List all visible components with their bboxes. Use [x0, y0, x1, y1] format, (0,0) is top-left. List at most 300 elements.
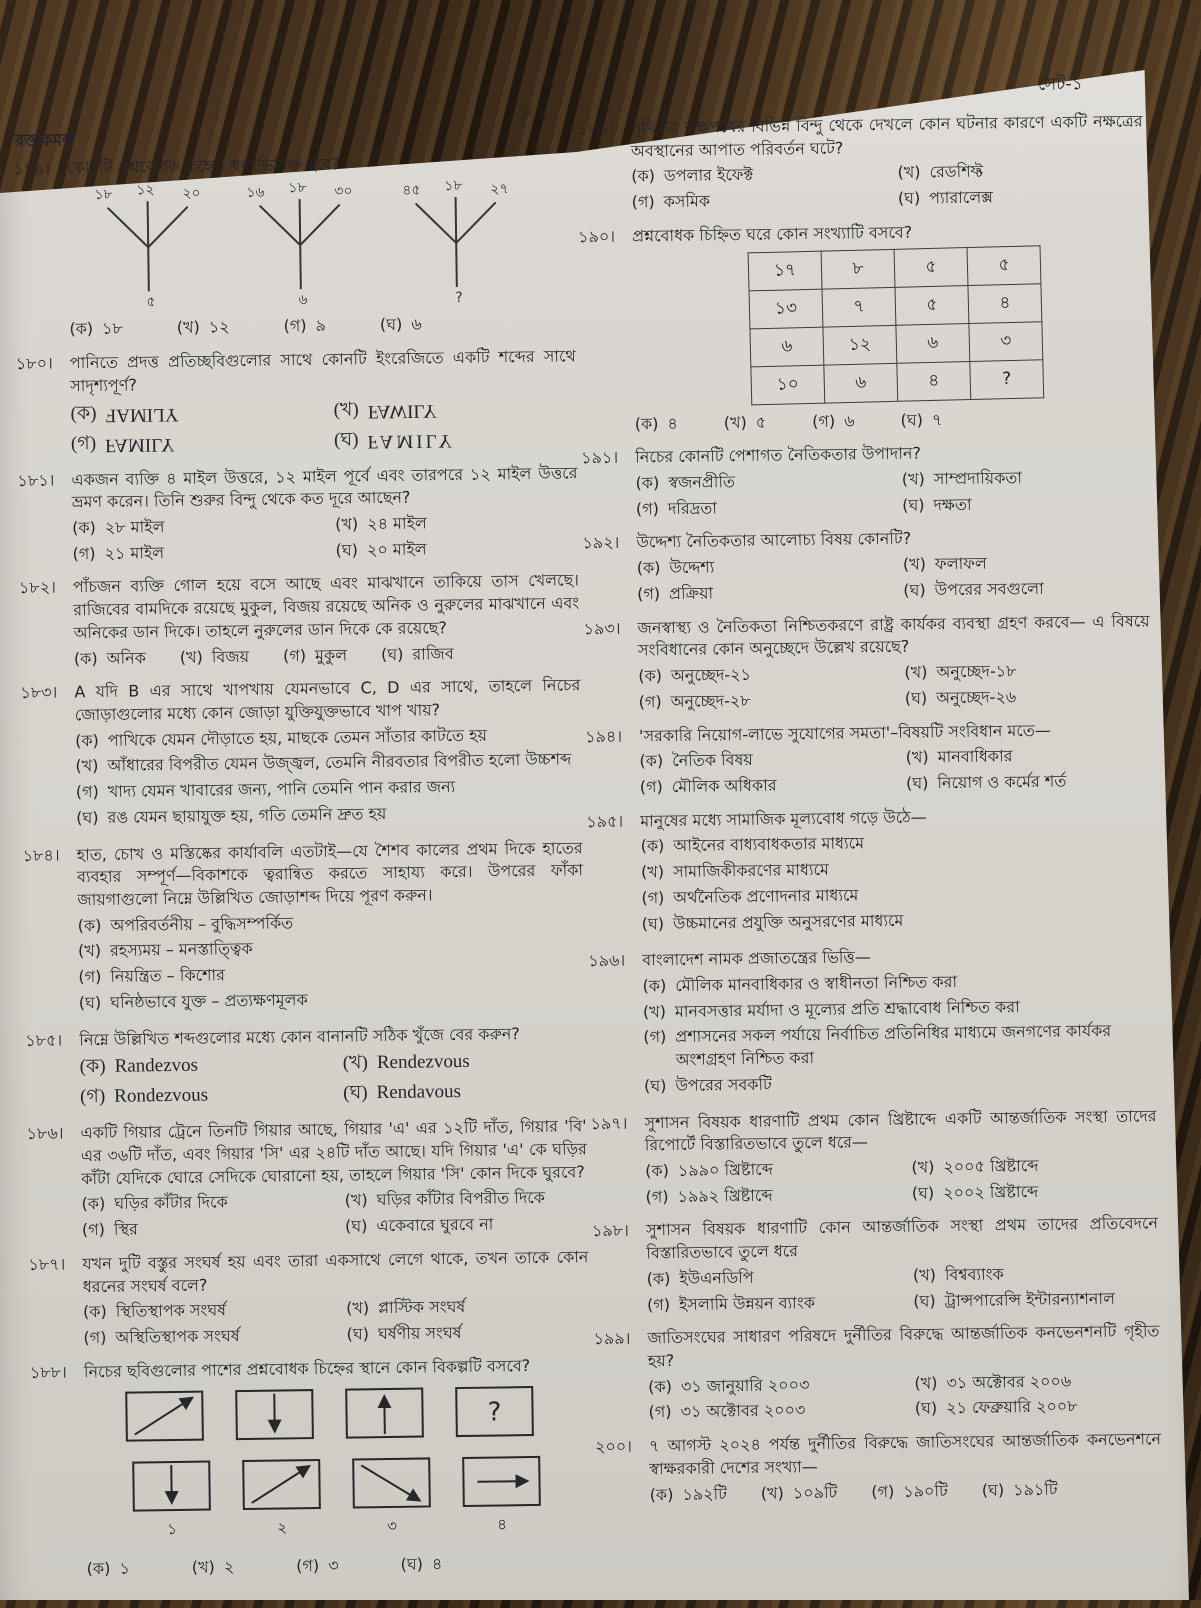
table-cell: ৭	[822, 287, 896, 327]
option-text: ১	[119, 1558, 130, 1578]
question-number: ১৯৯।	[593, 1328, 631, 1349]
option-text: অনুচ্ছেদ-২৮	[670, 690, 751, 711]
option-label: (ঘ)	[643, 1075, 667, 1096]
option-text: প্রক্রিয়া	[668, 583, 714, 603]
option	[906, 769, 1152, 795]
option-text: Rendavous	[376, 1081, 462, 1104]
option	[180, 645, 250, 669]
option-label: (গ)	[645, 1186, 669, 1207]
option-text: ৪	[667, 413, 678, 433]
option-label: (খ)	[179, 647, 203, 667]
option-label: (খ)	[912, 1265, 937, 1285]
option-text: Randezvos	[114, 1054, 199, 1078]
option-label: (গ)	[81, 1220, 106, 1240]
option-label: (ঘ)	[343, 1082, 368, 1104]
question-text: ৭ আগস্ট ২০২৪ পর্যন্ত দুর্নীতির বিরুদ্ধে জাতিসংঘের আন্তর্জাতিক কনভেনশনে স্বাক্ষরকারী দেশের সংখ্যা—	[648, 1429, 1162, 1479]
option	[644, 1068, 1156, 1098]
option-label: (ক)	[649, 1484, 674, 1504]
option	[87, 1558, 130, 1581]
option-label: (গ)	[639, 777, 663, 797]
option-label: (খ)	[723, 412, 747, 432]
option	[333, 394, 576, 424]
option-label: (খ)	[342, 1052, 369, 1074]
option-text: অনুচ্ছেদ-২৬	[936, 686, 1017, 708]
tree-value: ১৬	[246, 184, 265, 201]
option-label: (ক)	[74, 730, 99, 751]
question-number: ১৮৫।	[25, 1030, 63, 1050]
tree-value: ২৭	[490, 180, 509, 198]
table-cell: ১৭	[748, 251, 822, 291]
option	[381, 643, 454, 667]
question-199	[593, 1321, 1160, 1426]
mirror-word: FAMILY	[367, 429, 456, 452]
table-cell: ৬	[750, 327, 824, 367]
question-190	[578, 218, 1147, 436]
question-number: ১৯৩।	[583, 618, 621, 638]
option-text: বিজয়	[211, 646, 250, 666]
option	[79, 985, 585, 1015]
option-label: (খ)	[914, 1373, 938, 1393]
question-text: প্রশ্নবোধক চিহ্নিত ঘরে কোন সংখ্যাটি বসবে?	[631, 222, 913, 246]
option-label: (গ)	[70, 432, 97, 454]
option	[72, 514, 335, 540]
option	[177, 317, 230, 340]
option-label: (খ)	[344, 1190, 368, 1211]
question-number: ১৮৮।	[29, 1362, 67, 1382]
right-column	[576, 110, 1161, 1518]
option-text: উপরের সবকটি	[675, 1074, 772, 1095]
option-text: পাখিকে যেমন দৌড়াতে হয়, মাছকে তেমন সাঁতার কাটতে হয়	[107, 725, 488, 750]
option	[902, 491, 1148, 517]
option	[638, 688, 905, 714]
option	[346, 1320, 589, 1346]
option	[78, 934, 584, 964]
option-text: ৫	[755, 412, 767, 432]
option-label: (খ)	[901, 469, 925, 489]
option	[643, 994, 1155, 1024]
option-label: (গ)	[871, 1481, 895, 1501]
option	[400, 1553, 442, 1576]
option-label: (ঘ)	[981, 1480, 1005, 1500]
options-grid	[638, 658, 1151, 714]
option	[70, 397, 333, 428]
options-list	[641, 829, 1154, 936]
option-label: (খ)	[902, 554, 927, 574]
question-number: ১৯০।	[577, 226, 616, 247]
table-cell: ৪	[897, 361, 971, 401]
option	[636, 495, 903, 521]
option	[900, 409, 942, 432]
option	[902, 465, 1148, 491]
option-text: ২৮ মাইল	[104, 517, 165, 537]
option	[78, 908, 584, 938]
table-cell: ১২	[823, 325, 897, 365]
option-text: একেবারে ঘুরবে না	[376, 1214, 494, 1236]
mirror-word: FAWILY	[367, 399, 437, 422]
arrow-right-icon	[478, 1482, 528, 1483]
options-grid	[637, 551, 1150, 607]
option	[71, 427, 334, 458]
option	[911, 1153, 1157, 1179]
option-label: (খ)	[760, 1483, 784, 1503]
option-text: ৭	[931, 409, 943, 429]
option	[75, 723, 581, 753]
question-number: ১৮৬।	[26, 1123, 64, 1144]
option	[913, 1287, 1159, 1313]
option-text: নৈতিক বিষয়	[672, 750, 753, 771]
option	[80, 1081, 343, 1112]
option-text: ২১ মাইল	[104, 542, 165, 563]
option	[283, 315, 326, 338]
option-text: ৬	[844, 411, 855, 431]
option	[643, 1020, 1156, 1073]
tree-value: ১৮	[444, 179, 463, 194]
option-text: রেডশিফ্ট	[929, 162, 984, 182]
question-text: নিম্নে উল্লিখিত শব্দগুলোর মধ্যে কোন বানানটি সঠিক খুঁজে বের করুন?	[79, 1023, 520, 1049]
options-grid	[631, 159, 1144, 215]
option-label: (ঘ)	[914, 1398, 938, 1419]
option	[83, 1298, 346, 1324]
tree-result: ৫	[146, 293, 156, 309]
option-text: মৌলিক মানবাধিকার ও স্বাধীনতা নিশ্চিত করা	[675, 972, 958, 995]
option-text: মৌলিক অধিকার	[671, 775, 777, 796]
question-number: ১৭৯।	[12, 158, 51, 179]
option-text: দরিদ্রতা	[667, 498, 718, 518]
option-text: প্লাস্টিক সংঘর্ষ	[378, 1297, 466, 1318]
tree-value: ১৮	[94, 186, 113, 203]
table-cell: ৫	[967, 245, 1041, 285]
arrow-up-right-icon	[134, 1398, 192, 1435]
question-text: বাংলাদেশ নামক প্রজাতন্ত্রের ভিত্তি—	[642, 947, 871, 970]
tree-figure	[67, 179, 575, 315]
option-text: ৬	[411, 314, 422, 335]
options-grid	[80, 1048, 587, 1112]
option-text: আইনের বাধ্যবাধকতার মাধ্যমে	[673, 833, 865, 856]
option	[83, 1324, 346, 1350]
question-number: ১৯৭।	[590, 1113, 628, 1133]
question-195	[586, 803, 1154, 939]
option-label: (ক)	[635, 473, 660, 493]
option-label: (ক)	[638, 666, 663, 686]
option-text: ২১ ফেব্রুয়ারি ২০০৮	[946, 1396, 1078, 1418]
option	[635, 469, 902, 495]
option-label: (খ)	[911, 1157, 935, 1177]
option-label: (ঘ)	[902, 495, 925, 515]
option-label: (ক)	[648, 1376, 673, 1397]
option-label: (ক)	[77, 915, 102, 936]
question-text: A যদি B এর সাথে খাপখায় যেমনভাবে C, D এর সাথে, তাহলে নিচের জোড়াগুলোর মধ্যে কোন জোড়া যুক্তিযুক্তভাবে খাপ খায়?	[74, 675, 581, 725]
option-label: (গ)	[83, 1327, 107, 1348]
option-label: (গ)	[283, 316, 307, 336]
option-label: (ক)	[82, 1302, 107, 1322]
question-number: ১৯২।	[582, 533, 620, 553]
option	[898, 185, 1144, 211]
option	[346, 1295, 589, 1321]
question-181	[17, 462, 578, 567]
option-text: অনিক	[106, 647, 146, 668]
option	[906, 744, 1152, 770]
question-183	[20, 675, 582, 834]
tree-value: ৪৫	[402, 182, 421, 199]
question-191	[581, 440, 1148, 522]
option-text: প্রশাসনের সকল পর্যায়ে নির্বাচিত প্রতিনিধির মাধ্যমে জনগণের কার্যকর অংশগ্রহণ নিশ্চিত করা	[675, 1021, 1112, 1070]
question-text: নিচের ছবিগুলোর পাশের প্রশ্নবোধক চিহ্নের স্থানে কোন বিকল্পটি বসবে?	[83, 1355, 531, 1382]
option-text: অপরিবর্তনীয় – বুদ্ধিসম্পর্কিত	[110, 913, 294, 935]
option	[283, 644, 347, 668]
option-label: (ঘ)	[897, 188, 921, 208]
question-189	[576, 110, 1143, 215]
option	[75, 749, 581, 779]
option-text: দক্ষতা	[933, 494, 972, 515]
page-number: ৮	[520, 103, 532, 125]
option-text: ১৮	[101, 319, 123, 339]
tree-value: ২০	[182, 185, 201, 202]
options-row	[74, 641, 580, 671]
options-grid	[81, 1187, 588, 1242]
option	[904, 658, 1150, 684]
option	[871, 1480, 948, 1504]
option	[642, 906, 1154, 936]
option	[645, 1182, 912, 1208]
option-text: ঘর্ষণীয় সংঘর্ষ	[377, 1323, 462, 1344]
option	[343, 1078, 586, 1108]
option	[640, 773, 907, 799]
option-text: ২	[223, 1557, 235, 1577]
option-label: (গ)	[75, 782, 99, 802]
figure-label: ৪	[497, 1515, 508, 1534]
option	[78, 959, 584, 989]
options-row	[650, 1477, 1162, 1507]
option-label: (গ)	[631, 192, 655, 212]
options-grid	[72, 510, 579, 565]
question-188	[30, 1354, 593, 1582]
question-number: ১৯৫।	[586, 811, 624, 831]
option-label: (ঘ)	[380, 644, 404, 664]
option-label: (ক)	[81, 1194, 106, 1214]
option-label: (ঘ)	[76, 807, 99, 828]
set-label: সেট-১	[1037, 74, 1083, 95]
mirror-word: YLIMAF	[105, 403, 179, 426]
option-text: ১২	[208, 317, 230, 337]
question-text: পানিতে প্রদত্ত প্রতিচ্ছবিগুলোর সাথে কোনটি ইংরেজিতে একটি শব্দের সাথে সাদৃশ্যপূর্ণ?	[69, 346, 576, 396]
question-193	[583, 610, 1150, 715]
option	[334, 424, 577, 454]
option	[637, 554, 904, 580]
option-label: (ঘ)	[904, 688, 928, 708]
table-cell: ৫	[894, 247, 968, 287]
option	[345, 1212, 588, 1238]
tree-value: ৩০	[334, 183, 353, 200]
option	[647, 1290, 914, 1316]
option	[648, 1372, 915, 1398]
option-text: অনুচ্ছেদ-২১	[670, 664, 752, 686]
question-number: ১৮৪।	[22, 845, 60, 865]
question-number: ১৯৪।	[584, 726, 623, 746]
option-label: (গ)	[72, 543, 96, 564]
options-grid	[70, 394, 577, 458]
option-label: (ক)	[634, 413, 659, 434]
option-label: (ক)	[640, 836, 665, 856]
option-label: (ঘ)	[905, 773, 929, 793]
option	[335, 510, 578, 536]
option-label: (খ)	[176, 317, 200, 338]
option	[72, 539, 335, 565]
option-text: Rendezvous	[376, 1051, 470, 1074]
question-text: জাতিসংঘের সাধারণ পরিষদে দুর্নীতির বিরুদ্ধে আন্তর্জাতিক কনভেনশনটি গৃহীত হয়?	[647, 1321, 1160, 1371]
option	[639, 747, 906, 773]
options-grid	[639, 744, 1152, 800]
table-cell: ৬	[824, 363, 898, 403]
question-text: একজন ব্যক্তি ৪ মাইল উত্তরে, ১২ মাইল পূর্বে এবং তারপরে ১২ মাইল উত্তরে ভ্রমণ করেন। তিনি শুরুর বিন্দু থেকে কত দূরে আছেন?	[71, 462, 578, 512]
option-label: (ক)	[645, 1161, 670, 1181]
option-text: ইউএনডিপি	[679, 1267, 754, 1288]
arrow-boxes-figure	[84, 1383, 592, 1555]
option-label: (গ)	[641, 887, 665, 908]
option-label: (গ)	[635, 498, 660, 519]
option-label: (ক)	[72, 517, 96, 538]
option-text: ১৯৯২ খ্রিষ্টাব্দে	[677, 1185, 773, 1206]
option	[650, 1483, 727, 1507]
option	[914, 1369, 1160, 1395]
option	[641, 829, 1153, 859]
option-text: ১৯১টি	[1012, 1479, 1058, 1499]
option-label: (গ)	[646, 1294, 671, 1314]
question-text: নিচের কোনটি পেশাগত নৈতিকতার উপাদান?	[635, 443, 922, 467]
option	[81, 1190, 344, 1216]
watermark: রক্তকমল	[14, 130, 75, 152]
option-text: স্থির	[113, 1219, 139, 1239]
option-label: (খ)	[77, 941, 102, 961]
option-text: ২০০৫ খ্রিষ্টাব্দে	[943, 1155, 1039, 1177]
option	[632, 188, 899, 214]
question-number: ১৮৩।	[20, 682, 58, 703]
option	[647, 1265, 914, 1291]
option	[69, 318, 123, 341]
option-label: (ঘ)	[379, 315, 403, 335]
question-number: ২০০।	[594, 1436, 633, 1457]
arrow-down-icon	[171, 1466, 172, 1504]
option-label: (খ)	[642, 1001, 667, 1022]
question-196	[588, 943, 1156, 1102]
option	[641, 880, 1153, 910]
question-185	[25, 1022, 586, 1112]
option	[903, 551, 1149, 577]
option-text: নিয়ন্ত্রিত – কিশোর	[110, 965, 226, 987]
question-194	[585, 718, 1152, 800]
option-text: অস্থিতিস্থাপক সংঘর্ষ	[115, 1326, 240, 1347]
option-text: ৩১ অক্টোবর ২০০৬	[946, 1371, 1072, 1392]
arrow-down-right-icon	[361, 1465, 419, 1502]
option-text: ২৪ মাইল	[367, 513, 427, 534]
option-text: মানবাধিকার	[937, 746, 1013, 767]
option-text: খাদ্য যেমন খাবারের জন্য, পানি তেমনি পান করার জন্য	[107, 777, 456, 802]
option-text: ইসলামি উন্নয়ন ব্যাংক	[678, 1292, 816, 1314]
question-text: পৃথিবীর কক্ষপথের বিভিন্ন বিন্দু থেকে দেখলে কোন ঘটনার কারণে একটি নক্ষত্রের অবস্থানের আপাত পরিবর্তন ঘটে?	[630, 111, 1143, 161]
option-label: (গ)	[79, 1086, 106, 1108]
option-label: (ঘ)	[335, 540, 359, 560]
option	[912, 1179, 1158, 1205]
option-text: উচ্চমানের প্রযুক্তি অনুসরণের মাধ্যমে	[672, 910, 904, 933]
option	[812, 410, 855, 433]
option	[335, 536, 578, 562]
question-198	[592, 1213, 1159, 1318]
option-label: (ক)	[646, 1268, 671, 1289]
option-text: রহস্যময় – মনস্তাত্ত্বিক	[109, 939, 253, 961]
table-cell: ?	[970, 359, 1044, 399]
option-text: ১০৯টি	[792, 1482, 838, 1502]
option-label: (খ)	[75, 756, 99, 776]
options-grid	[647, 1261, 1160, 1317]
question-number: ১৮৭।	[28, 1254, 66, 1274]
question-number: ১৯৮।	[591, 1221, 630, 1241]
option	[913, 1261, 1159, 1287]
option-text: স্বজনপ্রীতি	[668, 472, 736, 493]
question-179	[13, 150, 576, 342]
option	[76, 774, 582, 804]
option	[380, 314, 422, 337]
option-label: (ঘ)	[911, 1183, 935, 1203]
question-number: ১৮০।	[15, 353, 53, 374]
question-number: ১৯১।	[581, 448, 619, 468]
option-text: ৩১ জানুয়ারি ২০০৩	[680, 1374, 810, 1396]
option-label: (গ)	[282, 645, 307, 665]
question-text: জনস্বাস্থ্য ও নৈতিকতা নিশ্চিতকরণে রাষ্ট্র কার্যকর ব্যবস্থা গ্রহণ করবে— এ বিষয়ে সংবিধানের কোন অনুচ্ছেদে উল্লেখ রয়েছে?	[637, 610, 1150, 660]
figure-label: ২	[277, 1518, 288, 1538]
option	[631, 162, 898, 188]
options-list	[78, 908, 585, 1015]
option-text: ট্রান্সপারেন্সি ইন্টারন্যাশনাল	[944, 1288, 1116, 1310]
option	[915, 1395, 1161, 1421]
mirror-word: FAMILY	[104, 433, 175, 456]
option-text: ঘনিষ্ঠভাবে যুক্ত – প্রত্যক্ষণমূলক	[110, 990, 308, 1012]
option-text: ঘড়ির কাঁটার বিপরীত দিকে	[376, 1188, 546, 1210]
question-number: ১৯৬।	[588, 950, 626, 971]
options-grid	[635, 465, 1148, 521]
option-label: (ক)	[642, 976, 667, 996]
options-list	[642, 968, 1156, 1098]
tree-result: ?	[455, 289, 463, 306]
option	[982, 1478, 1058, 1502]
question-text: সুশাসন বিষয়ক ধারণাটি প্রথম কোন খ্রিষ্টাব্দে একটি আন্তর্জাতিক সংস্থা তাদের রিপোর্টে বিস্তারিতভাবে তুলে ধরে—	[644, 1105, 1157, 1155]
option	[903, 576, 1149, 602]
option-text: প্যারালেক্স	[929, 187, 994, 208]
option-label: (ক)	[70, 402, 97, 424]
option	[76, 800, 582, 830]
question-text: উদ্দেশ্য নৈতিকতার আলোচ্য বিষয় কোনটি?	[636, 529, 912, 552]
option	[192, 1556, 235, 1579]
options-row	[87, 1551, 593, 1581]
option-text: ডপলার ইফেক্ট	[663, 165, 754, 186]
table-cell: ১৩	[749, 289, 823, 329]
number-table	[748, 245, 1045, 405]
option-text: উদ্দেশ্য	[669, 557, 715, 578]
question-number: ১৮৯।	[576, 118, 614, 139]
left-column	[13, 150, 593, 1593]
option-text: ৩১ অক্টোবর ২০০৩	[680, 1400, 806, 1422]
option	[82, 1216, 345, 1242]
option-label: (গ)	[636, 584, 661, 604]
option-label: (ক)	[631, 166, 656, 186]
option-text: Rondezvous	[114, 1084, 209, 1108]
question-text: হাত, চোখ ও মস্তিষ্কের কার্যাবলি এতটাই—যে শৈশব কালের প্রথম দিকে হাতের ব্যবহার সম্পূর্ণ—বিকাশকে ত্বরান্বিত করতে সাহায্য করে। উপরের ফাঁকা জায়গাগুলো নিম্নে উল্লিখিত জোড়াশব্দ দিয়ে পূরণ করুন।	[76, 837, 584, 910]
option-label: (খ)	[905, 747, 929, 767]
question-text: পাঁচজন ব্যক্তি গোল হয়ে বসে আছে এবং মাঝখানে তাকিয়ে তাস খেলছে। রাজিবের বামদিকে রয়েছে মুকুল, বিজয় রয়েছে অনিক ও নুরুলের মাঝখানে এবং অনিকের ডান দিকে। তাহলে নুরুলের ডান দিকে কে রয়েছে?	[72, 570, 580, 643]
option	[80, 1051, 343, 1082]
options-list	[75, 723, 582, 830]
question-number: ১৮১।	[17, 470, 55, 490]
option	[724, 411, 767, 434]
table-cell: ১০	[751, 365, 825, 405]
